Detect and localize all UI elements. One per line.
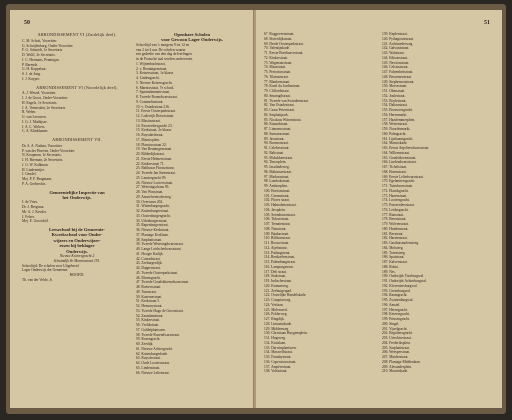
text-line: Th. van der Velde, Jr. [22,277,53,282]
text-line: 114. Benkoelenstraat. [264,255,296,260]
text-line: 173. Hazenstraat. [382,193,408,198]
text-line: 142. Galvanistraat. [382,46,410,51]
right-column-1 [264,32,378,374]
text-line: 67. Roggeveenstraat. [264,32,295,36]
text-line: 42. Conradstraat. [136,256,161,261]
text-line: G. Schuijlenburg, Onder-Voorzitter. [22,43,74,48]
text-line: Schuindijk 8e Marnixstraat 191. [53,258,101,263]
text-line: Dr. J. Bergsma. [22,205,45,210]
text-line: 82. Van Ostadestraat. [264,103,295,108]
text-line: 27. Weteringschans 93. [136,185,170,190]
text-line: 191. Oudezijds Achterburgwal. [382,279,427,283]
text-line: 99. Ambonplein. [264,184,289,188]
text-line: Schooltijd van 's morgens 9 tot 12 en [136,42,190,47]
text-line: 100. Boetonstraat. [264,188,291,193]
text-line: 192. Kloveniersburgwal. [382,283,418,288]
text-line: 5. Nieuwe Keizersgracht. [136,80,173,85]
text-line: 54. Zaandamstraat. [136,313,164,318]
text-line: 93. Molukkenstraat. [264,155,293,160]
text-line: 20. Bilderdijkstraat. [136,152,165,157]
section-heading: voor Gewoon Lager Onderwijs. [161,37,223,43]
text-line: 176. Leidsegracht. [382,207,409,212]
text-line: 132. Kruislaan. [264,340,287,345]
text-line: Mej. P. F. Brugmans. [22,177,53,181]
text-line: 26. Nieuwe Looiersstraat. [136,180,174,185]
section-heading: Kweekschool voor Onder- [51,232,103,238]
text-line: J. J. de Groot, Onder-Voorzitter. [22,96,68,100]
text-line: 124. Veelaan. [264,302,284,307]
text-line: 174. Looiersgracht. [382,198,411,203]
text-line: H. Engels, 1e Secretaris. [22,100,58,105]
section-heading: het Onderwijs. [62,194,92,200]
text-line: P. van der Hoeven, Onder-Voorzitter. [22,148,76,153]
text-line: HOOFD: [69,273,85,278]
text-line: 1. Wijttenbachstraat. [136,61,166,66]
text-line: 81. Tweede van Swindenstraat. [264,98,309,103]
text-line: 190. Oudezijds Voorburgwal. [382,274,425,279]
text-line: 164. Willemsstraat. [382,150,410,155]
text-line: 165. Goudsbloemstraat. [382,155,417,160]
text-line: 197. Herengracht. [382,307,408,312]
text-line: 47. Tweede Goudsbloemdwarsstraat. [136,280,189,285]
section-heading: Onderwijs. [66,248,88,254]
right-page [256,10,502,408]
text-line: 44. Dapperstraat. [136,266,161,271]
text-line: 111. Riouwstraat. [264,241,290,245]
text-line: 158. Westerstraat. [382,122,408,127]
text-line: 113. Padangstraat. [264,250,291,255]
text-line: 14. Passeerdersgracht 23. [136,123,173,128]
text-line: 199. Prinsengracht. [382,317,410,321]
text-line: P. A. Gerbrechts. [22,181,47,186]
text-line: 3. Keizersstraat, 1e klasse. [136,71,175,76]
text-line: 50. Kazernestraat. [136,294,163,299]
text-line: Schooltijd: De scholen voor Uitgebreid [22,263,79,268]
text-line: 103. Halmaheirastraat. [264,203,297,207]
text-line: 122. Oostelijke Handelskade. [264,293,307,298]
text-line: S. J. de Jong. [22,72,41,76]
text-line: 196. Amstel. [382,302,401,307]
text-line: Dr. S. A. Nathan, Voorzitter. [22,143,63,148]
text-line: 43. Zeeburgerdijk. [136,261,163,266]
text-line: 209. Alexanderplein. [382,364,413,369]
text-line: 79. Cliffordstraat. [264,89,290,93]
text-line: 198. Keizersgracht. [382,312,411,317]
text-line: J. Felser. [22,214,35,219]
text-line: 11. Eerste Oosterparkstraat. [136,109,176,114]
text-line: 161. Lijnbaansgracht. [382,136,414,141]
text-line: 149. Stephensonstraat. [382,79,415,84]
text-line: 144. Edisonstraat. [382,55,408,60]
subsection-heading: ARRONDISSEMENT VII. [52,137,102,142]
subsection-heading: ARRONDISSEMENT VI (Zuidelijk deel). [37,32,117,37]
text-line: J. Geudel. [22,172,37,177]
text-line: 36. Nieuwe Kerkstraat. [136,228,170,233]
text-line: 4. Lindengracht. [136,76,160,81]
text-line: 105. Soembawastraat. [264,212,296,217]
text-line: 193. Groenburgwal. [382,288,411,293]
text-line: 16. Ruysdaelstraat. [136,133,164,138]
text-line: 141. Archimedesweg. [382,41,414,46]
text-line: 60. Zeedijk. [136,342,154,347]
text-line: 129. Middenweg. [264,326,290,331]
text-line: 152. Joulestraat. [382,93,406,98]
section-heading: Gemeentelijke Inspectie van [49,189,105,195]
text-line: 128. Linnaeuskade. [264,321,293,326]
text-line: 56. Vrolikstraat. [136,323,160,328]
text-line: 46. Bloemgracht. [136,275,161,280]
text-line: van 2 tot 4 uur. De scholen waarin [136,47,186,52]
text-line: 148. Bessemerstraat. [382,74,412,79]
text-line: 98. Lombokstraat. [264,179,291,184]
text-line: 83. Czaar Peterstraat. [264,108,295,112]
text-line: 24. Tweede Jan Steenstraat. [136,171,176,176]
left-page [10,10,255,408]
text-line: G. van Leeuwen. [22,115,47,119]
text-line: 41. Hoogte Kadijk. [136,251,164,256]
subsection-heading: ARRONDISSEMENT VI (Noordelijk deel). [36,84,118,90]
text-line: 10. v. Ostadestraat 216. [136,104,170,109]
text-line: 55. Kinkerstraat. [136,318,161,323]
text-line: 53. Tweede Hugo de Grootstraat. [136,308,184,313]
text-line: 19. Van Beuningenstraat. [136,147,173,152]
text-line: 115. Palembangstraat. [264,260,296,264]
text-line: 52. Hemonystraat. [136,304,163,309]
text-line: C. A. Klinkhamer. [22,129,49,134]
text-line: 29. Amstelveenscheweg. [136,194,172,199]
text-line: 203. Utrechtsestraat. [382,336,412,340]
text-line: J. H. Bierman, 2e Secretaris. [22,158,64,162]
text-line: 185. Torensteeg. [382,250,406,255]
text-line: 97. Madurastraat. [264,174,290,179]
text-line: 130. Christiaan Huygensplein. [264,331,308,336]
text-line: 146. Celsiusstraat. [382,65,409,70]
text-line: 139. Keplerstraat. [382,32,408,36]
text-line: 177. Runstraat. [382,212,404,217]
text-line: 200. Singel. [382,321,400,326]
text-line: 96. Makassarstraat. [264,169,292,174]
text-line: 178. Berenstraat. [382,217,407,222]
text-line: 126. Polderweg. [264,312,288,317]
text-line: 12. Lodewijk Boisotstraat. [136,114,175,119]
text-line: 121. Zeeburgerpad. [264,288,292,293]
text-line: J. C. Hermans, Penningm. [22,57,60,62]
text-line: 32. Kattenburgerstraat. [136,209,169,214]
text-line: 104. Javaplein. [264,207,286,212]
text-line: 208. Plantage Middenlaan. [382,359,421,364]
text-line: 25. Lauriergracht 99. [136,175,167,180]
text-line: 155. Brouwersgracht. [382,108,414,112]
text-line: 163. Eerste Anjeliersdwarsstraat. [382,146,430,150]
text-line: 206. Weesperstraat. [382,350,411,355]
text-line: een gedeelte van den dag de leerlingen [136,52,192,57]
text-line: J. G. W. Kalkman. [22,162,49,167]
text-line: 134. Maxwellstraat. [264,350,293,355]
section-heading: essen bij beklager [59,243,95,249]
text-line: Mej. E. Grootdoff. [22,219,49,224]
text-line: 136. Copernicusstraat. [264,359,297,364]
text-line: 181. Reestraat. [382,231,404,236]
text-line: 76. Tilanusstraat. [264,74,289,79]
text-line: 45. Tweede Oosterparkstraat. [136,270,178,275]
text-line: 159. Noordermarkt. [382,127,411,131]
text-line: 86. Kanaalstraat. [264,122,289,127]
text-line: 85. Nicolaas Witsenstraat. [264,117,302,122]
text-line: 117. Deli straat. [264,269,287,274]
text-line: 182. Hartenstraat. [382,236,408,241]
text-line: J. de Vries. [22,200,38,205]
text-line: 18. Planciusstraat 22. [136,142,167,147]
text-line: 61. Nieuwe Achtergracht. [136,346,173,351]
text-line: 34. Uilenburgerstraat. [136,218,168,223]
text-line: 91. Celebesstraat. [264,146,290,150]
text-line: 153. Boylestraat. [382,98,407,103]
left-column-2 [136,32,248,375]
section-heading: wijzers en Onderwijzer- [53,237,101,243]
text-line: 127. Ringdijk. [264,317,285,321]
text-line: 2. v. Beuningenstraat. [136,66,168,71]
text-line: 49. Tuinstraat. [136,289,157,294]
section-heading: Openbare Scholen [173,32,211,37]
text-line: 90. Borneostraat. [264,141,289,146]
text-line: 187. Kalverstraat. [382,260,408,264]
text-line: 51. Kerkstraat 5. [136,299,160,304]
text-line: 66. Nieuwe Leliestraat. [136,370,170,375]
text-line: 84. Sarphatipark. [264,112,289,117]
text-line: 167. Tichelstraat. [382,165,407,169]
text-line: 147. Fahrenheitstraat. [382,70,414,74]
page-number: 51 [484,20,490,26]
text-line: 112. Atjehstraat. [264,245,288,250]
text-line: 37. Plantage Kerklaan. [136,232,169,237]
text-line: 58. Tweede Rozendwarsstraat. [136,332,180,337]
text-line: 135. Faradaystraat. [264,355,292,359]
text-line: 143. Wattstraat. [382,51,405,55]
text-line: 73. Wagenaarstraat. [264,60,293,65]
section-heading: Leeszchool bij de Gemeente- [48,227,105,233]
text-line: 157. Haarlemmerplein. [382,117,416,122]
text-line: 204. Frederiksplein. [382,340,411,345]
text-line: 118. Siakstraat. [264,274,287,279]
text-line: 210. Mauritskade. [382,369,409,374]
text-line: J. A. Vermeulen, 2e Secretaris. [22,105,67,110]
text-line: J. J. Kuyper. [22,76,40,81]
text-line: 30. Overtoom 202. [136,199,164,204]
text-line: 202. Reguliersgracht. [382,331,413,336]
text-line: 109. Bankastraat. [264,231,290,236]
text-line: 194. Raamgracht. [382,293,408,298]
text-line: 33. Oostenburgergracht. [136,213,171,218]
text-line: 172. Elandsgracht. [382,188,409,193]
text-line: 64. Oude Looiersstraat. [136,361,170,366]
text-line: 7. Spaarndammerstraat. [136,90,171,95]
text-line: 156. Herenmarkt. [382,112,408,117]
text-line: 170. Egelantiersgracht. [382,179,416,184]
text-line: 78. Karel du Jardinstraat. [264,84,301,89]
text-line: 57. Galileïplantsoen. [136,327,166,332]
text-line: 80. Smaragdstraat. [264,93,291,98]
text-line: 17. Marnixplein. [136,137,161,142]
text-line: 186. Spuistraat. [382,255,405,260]
text-line: 13. Blasiusstraat. [136,118,161,123]
text-line: 184. Molsteeg. [382,245,404,250]
text-line: 89. Javastraat. [264,136,285,141]
text-line: 106. Tidorestraat. [264,217,290,222]
text-line: 102. Flores straat. [264,198,290,203]
text-line: 69. Derde Oosterparkstraat. [264,41,304,46]
text-line: 75. Pretoriusstraat. [264,70,292,74]
text-line: 140. Pythagorasstraat. [382,36,414,41]
text-line: 145. Newtonstraat. [382,60,410,65]
text-line: 137. Ampèrestraat. [264,364,292,369]
text-line: G. H. Koppelaar. [22,67,47,72]
text-line: 72. Kinkerstraat. [264,55,289,60]
text-line: 207. Muiderstraat. [382,355,409,359]
text-line: 35. Rapenburgerstraat. [136,223,169,228]
text-line: 123. Cruquiusweg. [264,298,292,302]
text-line: 95. Insulindeweg. [264,165,290,169]
text-line: 6. Marnixstraat, 7e school. [136,85,175,90]
text-line: A. J. Wetzel, Voorzitter. [22,91,57,96]
text-line: 188. Rokin. [382,264,399,269]
text-line: 59. Rozengracht. [136,337,161,342]
text-line: 68. Sloterdijkstraat. [264,36,293,41]
text-line: 171. Tuindwarsstraat. [382,184,414,188]
text-line: 21. Eerste Helmersstraat. [136,156,173,161]
open-book [6,4,506,414]
text-line: 31. Wittenburgergracht. [136,204,171,209]
text-line: Nieuwe Keizersgracht 2 [59,254,95,259]
text-line: 38. Sarphatistraat. [136,237,163,242]
text-line: 87. Linnaeusstraat. [264,127,292,131]
text-line: R. Weber. [22,110,37,115]
text-line: 116. Lampongstraat. [264,264,294,269]
text-line: 94. Timorplein. [264,160,287,165]
text-line: 205. Sarphatistraat. [382,345,410,350]
text-line: 8. Tweede Boomdwarsstraat. [136,95,178,100]
text-line: 180. Huidenstraat. [382,226,409,231]
text-line: 63. Ruyschstraat. [136,356,161,361]
page-number: 50 [24,20,30,26]
text-line: 39. Tweede Weteringdwarsstraat. [136,242,184,247]
text-line: 160. Palmgracht. [382,131,407,136]
text-line: 175. Passeerdersstraat. [382,203,415,207]
text-line: 74. Maasstraat. [264,65,286,70]
text-line: 110. Billitonstraat. [264,236,291,241]
text-line: 88. Sumatrastraat. [264,131,291,136]
text-line: 22. Kinkerstraat 71. [136,161,165,166]
text-line: 70. Valentijnkade. [264,46,290,51]
text-line: 9. Commelinstraat. [136,99,164,104]
text-line: 40. Lange Leidschedwarsstraat. [136,247,182,252]
text-line: 166. Lindendwarsstraat. [382,160,417,165]
text-line: 65. Lindenstraat. [136,365,161,370]
left-column-1 [22,32,132,283]
text-line: 179. Wolvenstraat. [382,222,409,226]
text-line: 107. Ternatestraat. [264,222,291,226]
text-line: 108. Niasstraat. [264,226,287,231]
text-line: 77. Blankenstraat. [264,79,291,84]
text-line: Mr. A. J. Kessler. [22,209,47,214]
text-line: 154. Daltonstraat. [382,103,408,108]
text-line: 162. Marnixkade. [382,141,408,146]
text-line: 119. Indischestraat. [264,279,292,283]
text-line: J. A. L. Wolters. [22,124,46,129]
text-line: 71. Eerste Boerhaavestraat. [264,51,304,55]
text-line: 168. Boomstraat. [382,169,407,174]
text-line: J. G. J. Mathijsse. [22,119,48,124]
right-column-2 [382,32,496,374]
text-line: 189. Nes. [382,269,396,274]
text-line: 183. Gasthuismolensteeg. [382,241,420,245]
text-line: F. G. Schmidt, 1e Secretaris. [22,48,64,53]
text-line: H. Lindemeijer. [22,167,45,172]
text-line: 169. Eerste Leliedwarsstraat. [382,174,424,179]
text-line: C. M. Schott, Voorzitter. [22,38,58,43]
text-line: 195. Zwanenburgwal. [382,298,414,302]
text-line: 138. Voltastraat. [264,369,288,374]
text-line: 133. Darwinplantsoen. [264,345,297,350]
text-line: 101. Ceramstraat. [264,193,290,198]
text-line: in de Fransche taal worden ondervezen. [136,57,194,62]
text-line: P. Barends. [22,62,39,67]
text-line: 131. Hogeweg. [264,336,286,340]
text-line: 150. Morsestraat. [382,84,408,89]
text-line: Lager Onderwijs der Gemeente. [22,268,69,273]
text-line: 120. Kramatweg. [264,283,289,288]
text-line: 92. Balistraat. [264,150,285,155]
text-line: 15. Kerkstraat, 2e klasse. [136,128,173,133]
text-line: 125. Molenwerf. [264,307,289,312]
text-line: 23. Balthasar Floriszstraat. [136,166,175,171]
text-line: 62. Kattenburgerkade. [136,351,168,356]
text-line: N. Koopman, 1e Secretaris. [22,153,62,158]
text-line: 151. Ohmstraat. [382,89,406,93]
text-line: 28. Van Woustraat. [136,190,164,195]
text-line: 201. Vijzelgracht. [382,326,408,331]
text-line: 48. Roetersstraat. [136,285,162,290]
text-line: D. Wolff, 2e Secretaris. [22,53,56,57]
